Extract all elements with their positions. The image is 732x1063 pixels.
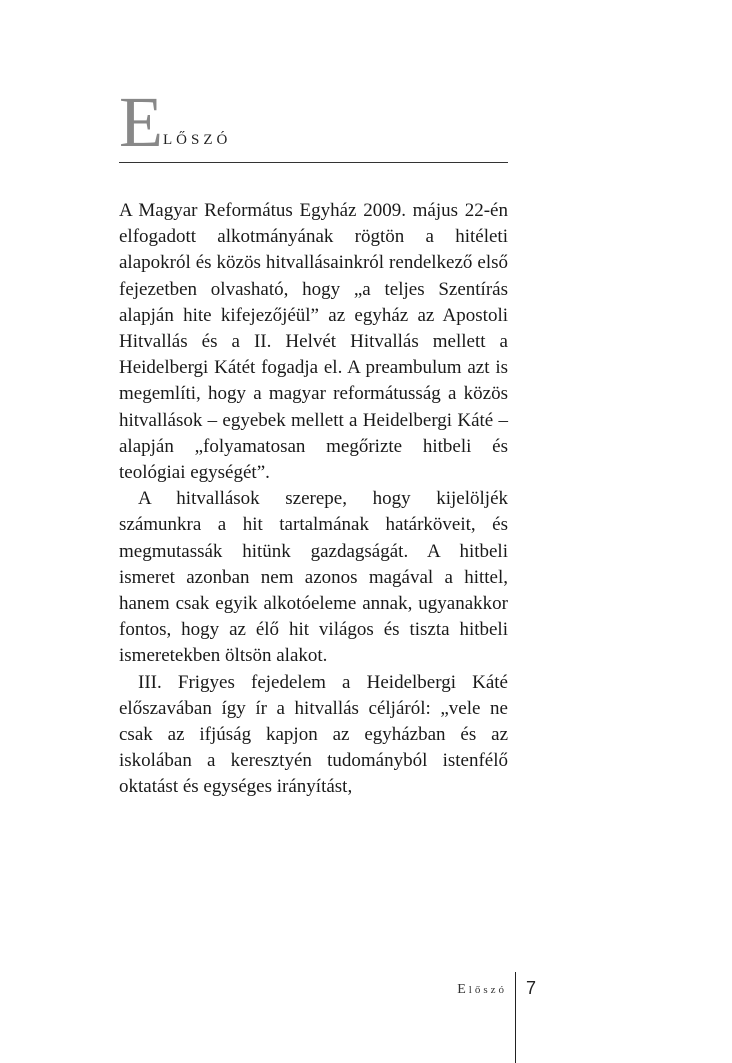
paragraph-2: A hitvallások szerepe, hogy kijelöljék számunkra a hit tartalmának határköveit, és megmutassák hitünk gazdagságát. A hitbeli ismeret azonban nem azonos magával a hittel, hanem csak egyik alkotóeleme annak, ugyanakkor fontos, hogy az élő hit világos és tiszta hitbeli ismeretekben öltsön alakot. bbox=[119, 488, 508, 667]
paragraph-3: III. Frigyes fejedelem a Heidelbergi Káté előszavában így ír a hitvallás céljáról: „vele ne csak az ifjúság kapjon az egyházban és az iskolában a keresztyén tudományból istenfélő oktatást és egységes irányítást, bbox=[119, 671, 508, 798]
page-number: 7 bbox=[526, 978, 537, 998]
chapter-heading-text: LŐSZÓ bbox=[163, 132, 232, 148]
body-text bbox=[119, 198, 508, 801]
chapter-heading bbox=[119, 82, 508, 163]
footer-divider bbox=[515, 972, 516, 1063]
running-footer-initial: E bbox=[457, 982, 469, 997]
chapter-heading-initial: E bbox=[119, 82, 163, 162]
paragraph-1: A Magyar Református Egyház 2009. május 22-én elfogadott alkotmányának rögtön a hitéleti alapokról és közös hitvallásainkról rendelkező első fejezetben olvasható, hogy „a teljes Szentírás alapján hite kifejezőjéül” az egyház az Apostoli Hitvallás és a II. Helvét Hitvallás mellett a Heidelbergi Kátét fogadja el. A preambulum azt is megemlíti, hogy a magyar reformátusság a közös hitvallások – egyebek mellett a Heidelbergi Káté – alapján „folyamatosan megőrizte hitbeli és teológiai egységét”. bbox=[119, 200, 508, 484]
running-footer-text: lőszó bbox=[468, 984, 507, 996]
running-footer bbox=[457, 982, 507, 998]
